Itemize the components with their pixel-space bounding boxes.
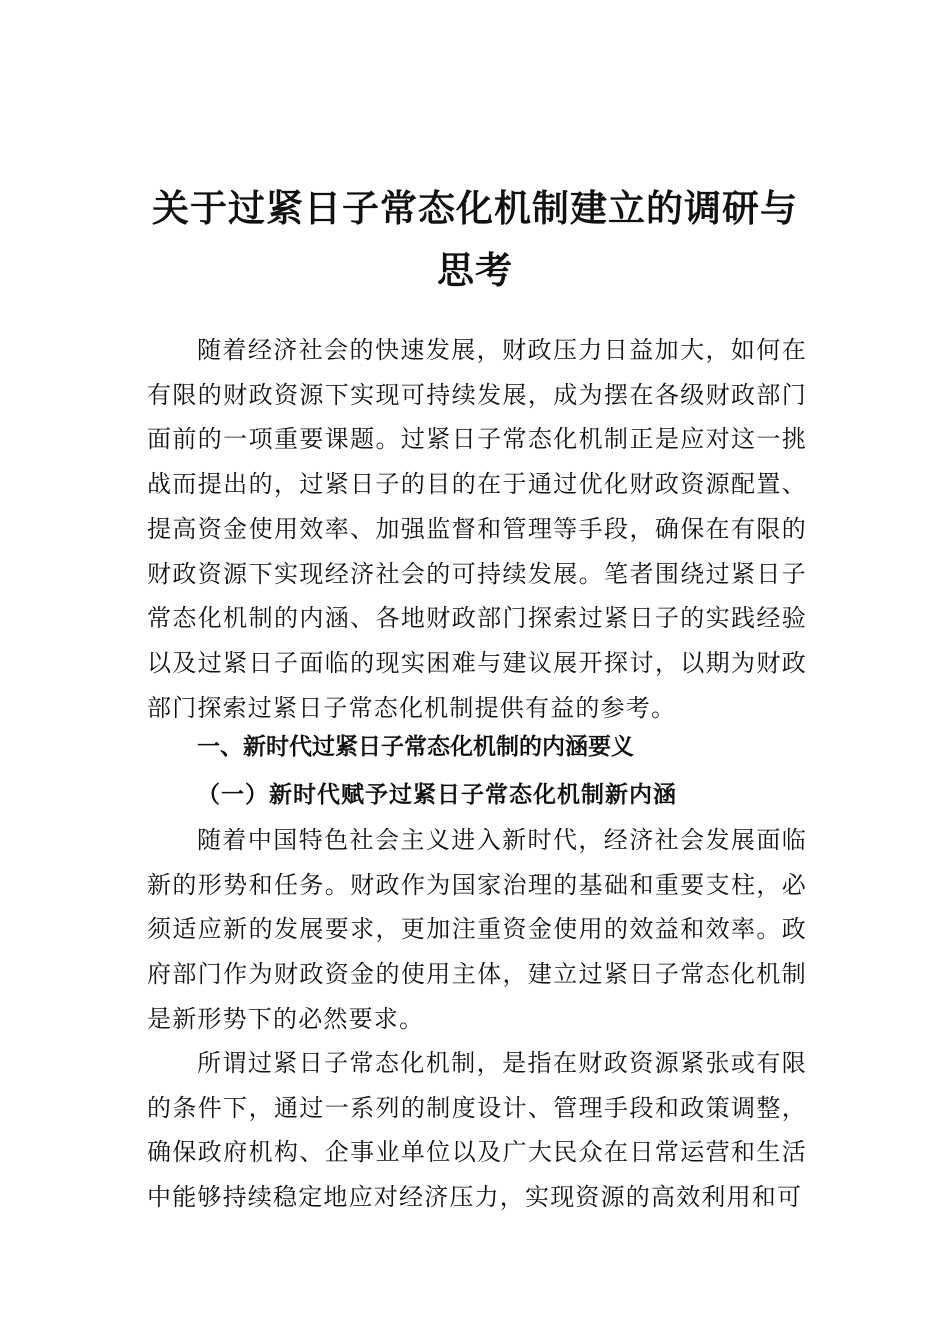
body-paragraph: 所谓过紧日子常态化机制，是指在财政资源紧张或有限的条件下，通过一系列的制度设计、管理手段和政策调整，确保政府机构、企事业单位以及广大民众在日常运营和生活中能够持续稳定地应对经济压力，实现资源的高效利用和可 [147, 1049, 807, 1212]
subsection-heading: （一）新时代赋予过紧日子常态化机制新内涵 [197, 781, 677, 808]
section-heading: 一、新时代过紧日子常态化机制的内涵要义 [197, 734, 634, 760]
intro-paragraph: 随着经济社会的快速发展，财政压力日益加大，如何在有限的财政资源下实现可持续发展，成为摆在各级财政部门面前的一项重要课题。过紧日子常态化机制正是应对这一挑战而提出的，过紧日子的目的在于通过优化财政资源配置、提高资金使用效率、加强监督和管理等手段，确保在有限的财政资源下实现经济社会的可持续发展。笔者围绕过紧日子常态化机制的内涵、各地财政部门探索过紧日子的实践经验以及过紧日子面临的现实困难与建议展开探讨，以期为财政部门探索过紧日子常态化机制提供有益的参考。 [147, 336, 807, 722]
body-paragraph: 随着中国特色社会主义进入新时代，经济社会发展面临新的形势和任务。财政作为国家治理的基础和重要支柱，必须适应新的发展要求，更加注重资金使用的效益和效率。政府部门作为财政资金的使用主体，建立过紧日子常态化机制是新形势下的必然要求。 [147, 826, 807, 1033]
document-title: 关于过紧日子常态化机制建立的调研与思考 [152, 185, 798, 292]
